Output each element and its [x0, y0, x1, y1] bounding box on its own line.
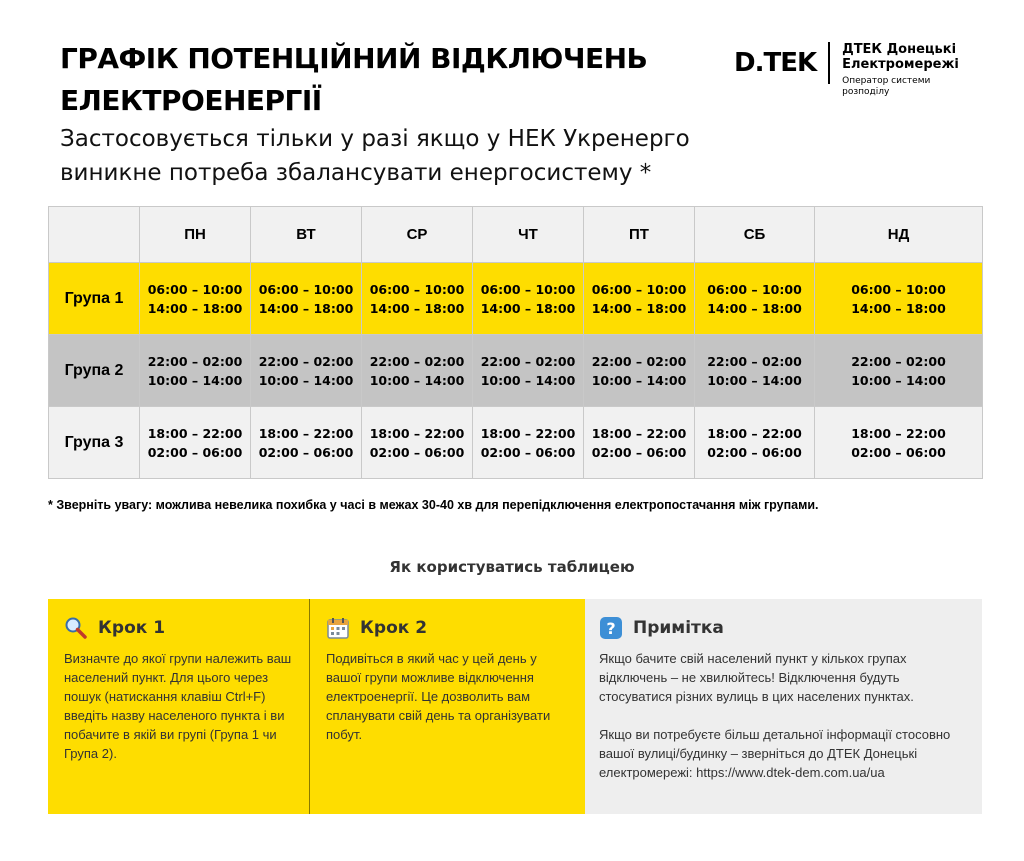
logo-subtitle: [842, 76, 942, 98]
question-icon: [599, 616, 623, 640]
step-1-text: Визначте до якої групи належить ваш населений пункт. Для цього через пошук (натискання клавіш Ctrl+F) введіть назву населеного пункта і ви побачите в якій ви групі (Група 1 чи Група 2).: [64, 651, 292, 761]
time-cell: 06:00 – 10:00 14:00 – 18:00: [584, 263, 695, 335]
title-line-1: ГРАФІК ПОТЕНЦІЙНИЙ ВІДКЛЮЧЕНЬ: [60, 42, 648, 75]
howto-title: Як користуватись таблицею: [389, 558, 635, 576]
logo-sub-line-1: Оператор системи: [842, 76, 931, 86]
day-header: ПН: [140, 207, 251, 263]
magnifier-icon: [64, 616, 88, 640]
step-1-title: Крок 1: [98, 618, 166, 638]
time-cell: 18:00 – 22:00 02:00 – 06:00: [815, 407, 983, 479]
time-cell: 22:00 – 02:00 10:00 – 14:00: [473, 335, 584, 407]
step-2-text: Подивіться в який час у цей день у вашої групи можливе відключення електроенергії. Це дозволить вам спланувати свій день та організувати побут.: [326, 651, 551, 742]
time-cell: 22:00 – 02:00 10:00 – 14:00: [584, 335, 695, 407]
group-label: Група 2: [49, 335, 140, 407]
note-paragraph-1: Якщо бачите свій населений пункт у кількох групах відключень – не хвилюйтесь! Відключення будуть стосуватися різних вулиць в цих населених пунктах.: [599, 651, 914, 704]
time-cell: 18:00 – 22:00 02:00 – 06:00: [362, 407, 473, 479]
time-cell: 22:00 – 02:00 10:00 – 14:00: [695, 335, 815, 407]
page-subtitle: [60, 122, 700, 190]
note-text: [599, 649, 968, 782]
logo-name-line-2: Електромережі: [842, 57, 959, 72]
group-label: Група 3: [49, 407, 140, 479]
footnote: * Зверніть увагу: можлива невелика похибка у часі в межах 30-40 хв для перепідключення електропостачання між групами.: [48, 498, 819, 512]
dtek-logo: [734, 42, 972, 112]
day-header: СР: [362, 207, 473, 263]
subtitle-line-1: Застосовується тільки у разі якщо у НЕК Укренерго: [60, 126, 690, 152]
time-cell: 18:00 – 22:00 02:00 – 06:00: [140, 407, 251, 479]
time-cell: 18:00 – 22:00 02:00 – 06:00: [584, 407, 695, 479]
table-row-group-2: [49, 335, 983, 407]
logo-sub-line-2: розподілу: [842, 87, 890, 97]
logo-divider: [828, 42, 830, 84]
time-cell: 22:00 – 02:00 10:00 – 14:00: [140, 335, 251, 407]
day-header: НД: [815, 207, 983, 263]
time-cell: 22:00 – 02:00 10:00 – 14:00: [251, 335, 362, 407]
svg-text:?: ?: [606, 619, 616, 638]
time-cell: 06:00 – 10:00 14:00 – 18:00: [362, 263, 473, 335]
time-cell: 06:00 – 10:00 14:00 – 18:00: [473, 263, 584, 335]
logo-text: [842, 42, 972, 98]
table-row-group-1: [49, 263, 983, 335]
step-1-card: [48, 599, 310, 814]
table-row-group-3: [49, 407, 983, 479]
header-empty-cell: [49, 207, 140, 263]
time-cell: 22:00 – 02:00 10:00 – 14:00: [362, 335, 473, 407]
note-paragraph-2: Якщо ви потребуєте більш детальної інформації стосовно вашої вулиці/будинку – зверніться до ДТЕК Донецькі електромережі: https://www.dtek-dem.com.ua/ua: [599, 727, 951, 780]
step-2-title: Крок 2: [360, 618, 428, 638]
time-cell: 06:00 – 10:00 14:00 – 18:00: [815, 263, 983, 335]
day-header: ЧТ: [473, 207, 584, 263]
logo-name-line-1: ДТЕК Донецькі: [842, 42, 957, 57]
time-cell: 06:00 – 10:00 14:00 – 18:00: [251, 263, 362, 335]
logo-company-name: [842, 42, 972, 72]
day-header: ПТ: [584, 207, 695, 263]
subtitle-line-2: виникне потреба збалансувати енергосистему *: [60, 160, 652, 186]
day-header: ВТ: [251, 207, 362, 263]
page-title: [60, 38, 700, 122]
time-cell: 18:00 – 22:00 02:00 – 06:00: [473, 407, 584, 479]
time-cell: 06:00 – 10:00 14:00 – 18:00: [140, 263, 251, 335]
table-header-row: [49, 207, 983, 263]
note-card: [585, 599, 982, 814]
day-header: СБ: [695, 207, 815, 263]
title-line-2: ЕЛЕКТРОЕНЕРГІЇ: [60, 84, 322, 117]
time-cell: 18:00 – 22:00 02:00 – 06:00: [695, 407, 815, 479]
note-title: Примітка: [633, 618, 724, 638]
time-cell: 06:00 – 10:00 14:00 – 18:00: [695, 263, 815, 335]
instructions-panel: [48, 599, 982, 814]
time-cell: 22:00 – 02:00 10:00 – 14:00: [815, 335, 983, 407]
group-label: Група 1: [49, 263, 140, 335]
logo-mark: D.TEK: [734, 48, 817, 78]
step-2-card: [310, 599, 585, 814]
calendar-icon: [326, 616, 350, 640]
time-cell: 18:00 – 22:00 02:00 – 06:00: [251, 407, 362, 479]
schedule-table: [48, 206, 983, 479]
